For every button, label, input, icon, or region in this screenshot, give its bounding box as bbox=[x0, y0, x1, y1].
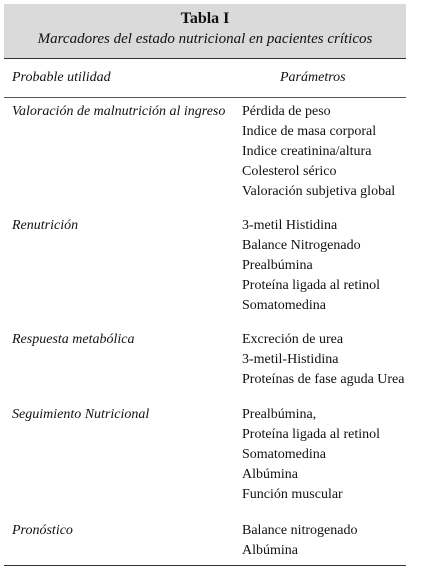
group-seguimiento-nutricional bbox=[4, 405, 406, 505]
param-item: Proteína ligada al retinol bbox=[242, 427, 381, 442]
param-item: Balance nitrogenado bbox=[242, 523, 358, 538]
param-item: Indice creatinina/altura bbox=[242, 144, 372, 159]
group-pronostico bbox=[4, 521, 406, 561]
header-probable-utilidad: Probable utilidad bbox=[12, 70, 111, 85]
nutrition-markers-table bbox=[4, 4, 406, 566]
table-subtitle: Marcadores del estado nutricional en pacientes críticos bbox=[37, 31, 373, 47]
param-item: Prealbúmina bbox=[242, 258, 313, 273]
param-item: Balance Nitrogenado bbox=[242, 238, 361, 253]
header-parametros: Parámetros bbox=[280, 70, 346, 85]
param-item: Indice de masa corporal bbox=[242, 124, 377, 139]
param-item: Proteínas de fase aguda Urea bbox=[242, 372, 405, 387]
group-label: Valoración de malnutrición al ingreso bbox=[12, 104, 226, 119]
table-title-block bbox=[4, 4, 406, 58]
group-label: Respuesta metabólica bbox=[12, 332, 135, 347]
param-item: Función muscular bbox=[242, 487, 343, 502]
table-body bbox=[4, 98, 406, 565]
group-label: Pronóstico bbox=[12, 523, 73, 538]
table-header-row bbox=[4, 59, 406, 97]
param-item: 3-metil Histidina bbox=[242, 218, 338, 233]
group-valoracion-malnutricion bbox=[4, 102, 406, 202]
group-renutricion bbox=[4, 216, 406, 316]
param-item: Colesterol sérico bbox=[242, 164, 337, 179]
param-item: Prealbúmina, bbox=[242, 407, 317, 422]
group-label: Seguimiento Nutricional bbox=[12, 407, 150, 422]
param-item: Albúmina bbox=[242, 467, 298, 482]
param-item: Somatomedina bbox=[242, 298, 326, 313]
param-item: Albúmina bbox=[242, 543, 298, 558]
param-item: Proteína ligada al retinol bbox=[242, 278, 381, 293]
group-respuesta-metabolica bbox=[4, 330, 406, 390]
param-item: Excreción de urea bbox=[242, 332, 344, 347]
param-item: 3-metil-Histidina bbox=[242, 352, 339, 367]
param-item: Valoración subjetiva global bbox=[242, 184, 396, 199]
param-item: Pérdida de peso bbox=[242, 104, 331, 119]
group-label: Renutrición bbox=[12, 218, 79, 233]
param-item: Somatomedina bbox=[242, 447, 326, 462]
bottom-rule bbox=[4, 565, 406, 566]
table-title: Tabla I bbox=[180, 10, 230, 27]
